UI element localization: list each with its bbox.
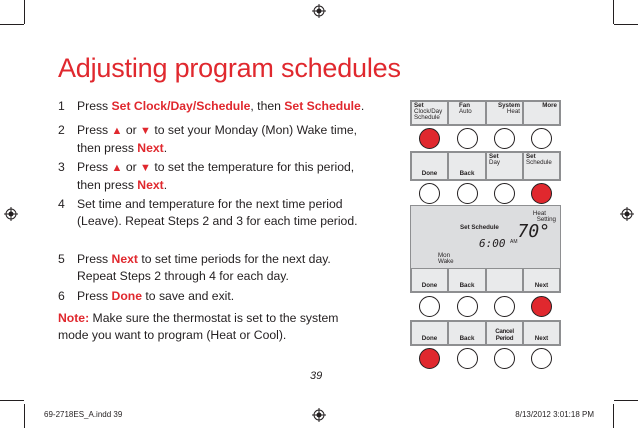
fan-key[interactable] <box>448 101 486 125</box>
key-title: Next <box>534 281 549 289</box>
key-title: Done <box>421 169 438 177</box>
registration-mark-icon <box>312 4 326 18</box>
back-button[interactable] <box>457 183 478 204</box>
registration-mark-icon <box>312 408 326 422</box>
crop-mark <box>614 400 638 401</box>
note-text: Make sure the thermostat is set to the system mode you want to program (Heat or Cool). <box>58 311 339 342</box>
done-key[interactable] <box>411 268 448 292</box>
key-subtitle: Clock/Day <box>414 108 443 115</box>
more-button[interactable] <box>531 128 552 149</box>
back-button[interactable] <box>457 348 478 369</box>
key-title: Back <box>459 334 475 342</box>
key-subtitle: Schedule <box>526 159 552 166</box>
registration-mark-icon <box>4 207 18 221</box>
step-text-part: Press <box>77 99 112 113</box>
key-name: Done <box>111 289 143 303</box>
cancel-period-key[interactable] <box>486 321 523 345</box>
set-day-button[interactable] <box>494 183 515 204</box>
done-button[interactable] <box>419 348 440 369</box>
key-title: Next <box>534 334 549 342</box>
next-button[interactable] <box>531 348 552 369</box>
step-text <box>77 122 367 156</box>
blank-key[interactable] <box>486 268 523 292</box>
step-text-part: Press <box>77 123 112 137</box>
step-text-part: to set time periods for the next day. Repeat Steps 2 through 4 for each day. <box>77 252 331 283</box>
set-clock-button[interactable] <box>419 128 440 149</box>
key-name: Next <box>137 140 164 155</box>
set-schedule-key[interactable] <box>523 152 560 180</box>
key-title: Fan <box>459 102 471 109</box>
step-number: 6 <box>58 289 65 303</box>
footer-timestamp: 8/13/2012 3:01:18 PM <box>515 410 594 419</box>
crop-mark <box>613 404 614 428</box>
up-arrow-icon: ▲ <box>111 125 123 137</box>
step-text <box>77 98 367 115</box>
page-title: Adjusting program schedules <box>58 53 401 83</box>
key-name: Set Schedule <box>284 99 361 113</box>
down-arrow-icon: ▼ <box>140 162 151 174</box>
up-arrow-icon: ▲ <box>111 162 123 174</box>
back-key[interactable] <box>448 268 486 292</box>
key-title: Done <box>421 334 438 342</box>
step-text-part: or <box>122 160 141 174</box>
crop-mark <box>24 404 25 428</box>
crop-mark <box>0 400 24 401</box>
crop-mark <box>613 0 614 24</box>
crop-mark <box>0 24 24 25</box>
key-name: Next <box>137 177 164 192</box>
temperature-readout: 70° <box>517 221 550 242</box>
day-label: Mon <box>438 252 451 259</box>
set-day-key[interactable] <box>486 152 523 180</box>
done-button[interactable] <box>419 183 440 204</box>
step-text-part: . <box>163 177 168 192</box>
set-schedule-label: Set Schedule <box>460 224 499 231</box>
thermostat-screen-period <box>410 320 561 346</box>
key-subtitle: Heat <box>506 108 520 115</box>
note <box>58 310 358 343</box>
step-text-part: . <box>163 140 168 155</box>
step-text: Set time and temperature for the next time period (Leave). Repeat Steps 2 and 3 for each time period. <box>77 197 358 228</box>
step-text-part: to set your Monday (Mon) Wake time, then press <box>77 123 358 155</box>
heat-label: Heat <box>532 210 546 217</box>
thermostat-screen-home <box>410 100 561 126</box>
step-number: 4 <box>58 197 65 211</box>
key-title: Set <box>414 102 424 109</box>
step-text <box>77 159 367 193</box>
step-text-part: to set the temperature for this period, then press <box>77 160 355 192</box>
key-title: More <box>542 102 557 109</box>
done-button[interactable] <box>419 296 440 317</box>
note-label: Note: <box>58 311 90 325</box>
cancel-period-button[interactable] <box>494 348 515 369</box>
step-text <box>77 251 367 284</box>
system-key[interactable] <box>486 101 523 125</box>
key-subtitle: Auto <box>459 108 472 115</box>
next-button[interactable] <box>531 296 552 317</box>
down-arrow-icon: ▼ <box>140 125 151 137</box>
done-key[interactable] <box>411 321 448 345</box>
back-key[interactable] <box>448 152 486 180</box>
key-title: Set <box>489 153 499 160</box>
blank-button[interactable] <box>494 296 515 317</box>
done-key[interactable] <box>411 152 448 180</box>
crop-mark <box>24 0 25 24</box>
next-key[interactable] <box>523 268 560 292</box>
time-readout: 6:00 <box>479 237 506 250</box>
key-name: Next <box>111 252 138 266</box>
step-text <box>77 288 367 305</box>
key-name: Set Clock/Day/Schedule <box>111 99 251 113</box>
footer-file-name: 69-2718ES_A.indd 39 <box>44 410 123 419</box>
set-clock-day-schedule-key[interactable] <box>411 101 448 125</box>
thermostat-screen-menu <box>410 151 561 181</box>
key-subtitle: Day <box>489 159 501 166</box>
more-key[interactable] <box>523 101 560 125</box>
step-text-part: . <box>360 99 365 113</box>
step-text-part: , then <box>250 99 285 113</box>
step-text-part: or <box>122 123 141 137</box>
step-number: 5 <box>58 252 65 266</box>
thermostat-screen-schedule <box>410 205 561 293</box>
key-title: Set <box>526 153 536 160</box>
step-number: 2 <box>58 123 65 137</box>
key-title: Done <box>421 281 438 289</box>
next-key[interactable] <box>523 321 560 345</box>
page-number: 39 <box>310 370 323 382</box>
back-button[interactable] <box>457 296 478 317</box>
step-text-part: to save and exit. <box>142 289 235 303</box>
period-label: Wake <box>438 258 454 265</box>
crop-mark <box>614 24 638 25</box>
fan-button[interactable] <box>457 128 478 149</box>
key-title: Back <box>459 169 475 177</box>
back-key[interactable] <box>448 321 486 345</box>
step-text-part: Press <box>77 252 112 266</box>
setting-label: Setting <box>536 216 556 223</box>
registration-mark-icon <box>620 207 634 221</box>
system-button[interactable] <box>494 128 515 149</box>
set-schedule-button[interactable] <box>531 183 552 204</box>
step-text-part: Press <box>77 289 112 303</box>
key-title: Back <box>459 281 475 289</box>
step-text-part: Press <box>77 160 112 174</box>
key-title: System <box>497 102 520 109</box>
key-title: Cancel Period <box>495 328 514 342</box>
step-number: 3 <box>58 160 65 174</box>
key-subtitle: Schedule <box>414 114 440 121</box>
step-number: 1 <box>58 99 65 113</box>
am-label: AM <box>510 239 518 245</box>
